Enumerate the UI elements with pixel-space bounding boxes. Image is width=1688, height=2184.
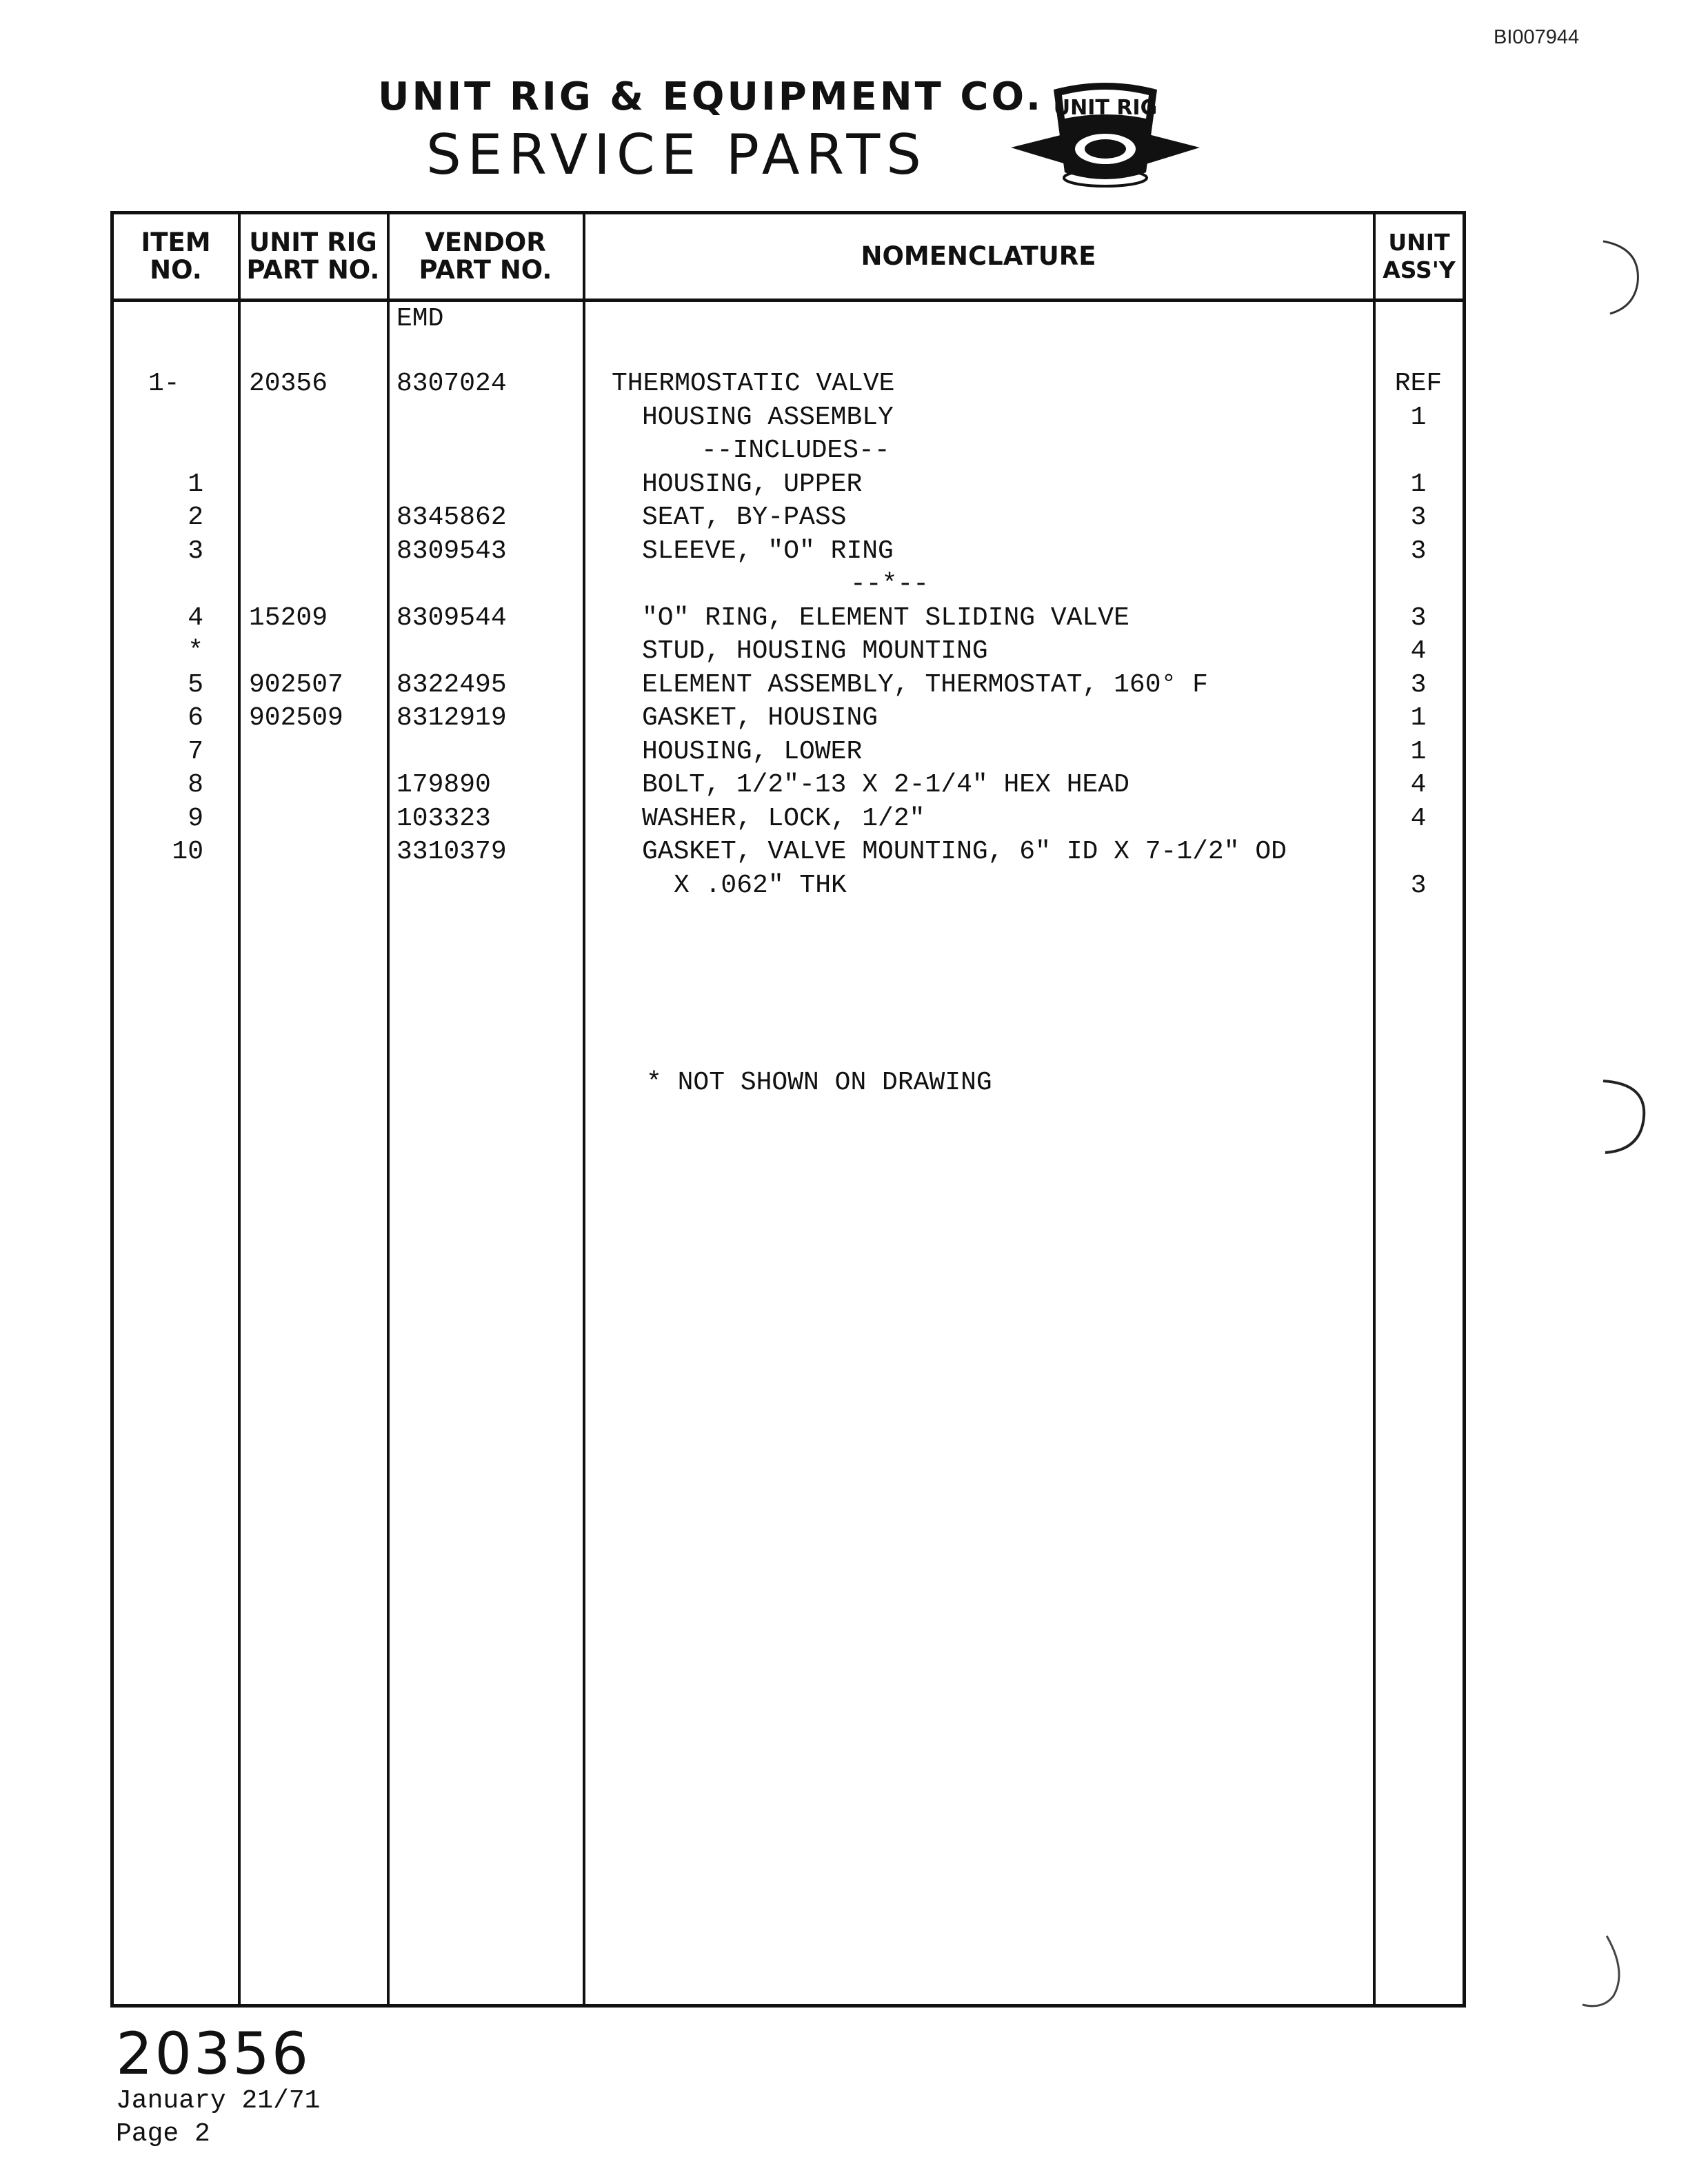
unit-rig-part-number: 902509 [249,703,343,733]
unit-assy-quantity: 1 [1410,736,1427,767]
unit-assy-quantity: REF [1394,369,1443,398]
unit-assy-quantity: 3 [1410,669,1427,700]
svg-text:UNIT RIG: UNIT RIG [1053,96,1158,120]
column-header-item-no: ITEM NO. [141,228,211,285]
vendor-part-number: 8307024 [396,369,507,398]
column-header-unit-assy: UNIT ASS'Y [1383,229,1456,283]
nomenclature-text: THERMOSTATIC VALVE [612,369,895,398]
nomenclature-text: GASKET, HOUSING [642,703,878,733]
item-number: 6 [188,703,203,733]
unit-assy-quantity: 3 [1410,536,1427,566]
parts-table [110,211,1466,2008]
page-title: SERVICE PARTS [426,123,927,187]
nomenclature-text: SLEEVE, "O" RING [642,536,894,566]
vendor-part-number: 103323 [396,803,491,833]
item-number: 1- [148,369,180,398]
column-header-vendor-part-no: VENDOR PART NO. [419,228,552,285]
nomenclature-text: WASHER, LOCK, 1/2" [642,803,925,833]
unit-assy-quantity: 3 [1410,870,1427,900]
unit-assy-quantity: 3 [1410,603,1427,633]
footer-page: Page 2 [116,2119,210,2149]
item-number: 9 [188,803,203,833]
unit-rig-logo-icon [1011,76,1200,193]
nomenclature-text: HOUSING ASSEMBLY [642,402,894,432]
vendor-part-number: 8309544 [396,603,507,633]
header-divider [114,299,1463,302]
nomenclature-text: "O" RING, ELEMENT SLIDING VALVE [642,603,1129,633]
nomenclature-text: STUD, HOUSING MOUNTING [642,636,988,666]
column-divider [583,214,585,2004]
company-logo [1011,76,1200,193]
unit-assy-quantity: 3 [1410,503,1427,532]
vendor-part-number: 8312919 [396,703,507,733]
nomenclature-text: --*-- [850,569,930,599]
nomenclature-text: BOLT, 1/2"-13 X 2-1/4" HEX HEAD [642,770,1129,800]
item-number: 5 [188,669,203,700]
unit-rig-part-number: 15209 [249,603,328,633]
unit-rig-part-number: 902507 [249,669,343,700]
vendor-part-number: 8309543 [396,536,507,566]
column-header-unit-rig-part-no: UNIT RIG PART NO. [246,228,380,285]
vendor-part-number: 8345862 [396,503,507,532]
unit-assy-quantity: 4 [1410,636,1427,666]
nomenclature-text: HOUSING, UPPER [642,469,863,499]
vendor-part-number: 3310379 [396,837,507,867]
item-number: 3 [188,536,203,566]
unit-assy-quantity: 1 [1410,469,1427,499]
nomenclature-text: SEAT, BY-PASS [642,503,847,532]
unit-assy-quantity: 1 [1410,703,1427,733]
punch-hole-mark [1600,234,1648,317]
item-number: 1 [188,469,203,499]
unit-assy-quantity: 4 [1410,770,1427,800]
vendor-part-number: 8322495 [396,669,507,700]
item-number: 7 [188,736,203,767]
nomenclature-text: ELEMENT ASSEMBLY, THERMOSTAT, 160° F [642,669,1208,700]
footer-part-number: 20356 [116,2020,311,2087]
vendor-part-number: 179890 [396,770,491,800]
footer-date: January 21/71 [116,2086,321,2116]
unit-rig-part-number: 20356 [249,369,328,398]
nomenclature-text: X .062" THK [674,870,847,900]
nomenclature-text: GASKET, VALVE MOUNTING, 6" ID X 7-1/2" OD [642,837,1287,867]
unit-assy-quantity: 4 [1410,803,1427,833]
nomenclature-text: HOUSING, LOWER [642,736,863,767]
nomenclature-text: --INCLUDES-- [701,436,890,465]
unit-assy-quantity: 1 [1410,402,1427,432]
column-divider [1373,214,1376,2004]
punch-hole-mark [1600,1075,1648,1158]
column-divider [238,214,241,2004]
punch-hole-mark [1579,1930,1627,2013]
column-divider [387,214,390,2004]
company-name: UNIT RIG & EQUIPMENT CO. [378,74,1044,119]
item-number: 8 [188,770,203,800]
column-header-nomenclature: NOMENCLATURE [861,241,1096,271]
document-id: BI007944 [1494,26,1580,48]
footnote: * NOT SHOWN ON DRAWING [646,1068,992,1098]
item-number: 10 [172,837,203,867]
item-number: 2 [188,503,203,532]
item-number: 4 [188,603,203,633]
vendor-label: EMD [396,304,444,334]
item-number: * [188,636,203,666]
